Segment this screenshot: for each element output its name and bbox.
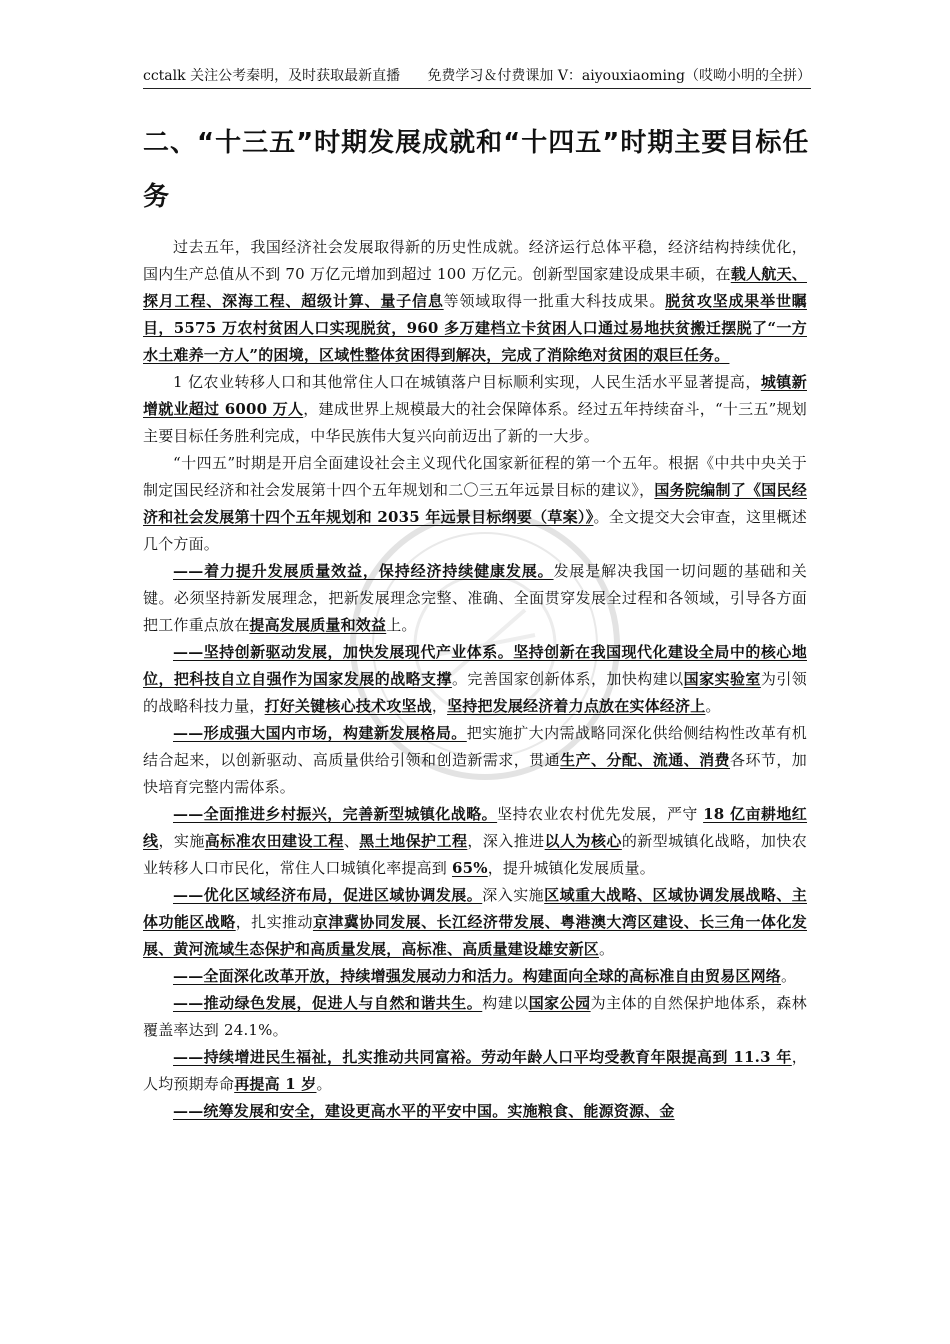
- highlight-economic-cycle: 生产、分配、流通、消费: [560, 751, 730, 769]
- highlight-farmland-project: 高标准农田建设工程: [204, 832, 344, 850]
- paragraph-urbanization: [143, 369, 807, 450]
- text-run: 。完善国家创新体系，加快构建以: [451, 670, 684, 688]
- page-header: [143, 64, 811, 89]
- header-left-text: cctalk 关注公考秦明，及时获取最新直播: [143, 68, 401, 84]
- text-run: 。: [781, 967, 797, 985]
- text-run: 、: [343, 832, 360, 850]
- highlight-employment: 城镇新增就业超过 6000 万人: [143, 373, 807, 418]
- section-title: 二、“十三五”时期发展成就和“十四五”时期主要目标任务: [143, 128, 810, 212]
- text-run: 构建以: [482, 994, 529, 1012]
- paragraph-security: [143, 1098, 807, 1125]
- text-run: 坚持农业农村优先发展，严守: [497, 805, 704, 823]
- highlight-urbanization-rate: 65%: [451, 859, 488, 877]
- text-run: 各环节，加快培育完整内需体系。: [143, 751, 807, 796]
- highlight-national-lab: 国家实验室: [683, 670, 761, 688]
- text-run: ，深入推进: [467, 832, 545, 850]
- highlight-tech-achievements: 载人航天、探月工程、深海工程、超级计算、量子信息: [143, 265, 807, 310]
- highlight-poverty-alleviation: 脱贫攻坚成果举世瞩目，5575 万农村贫困人口实现脱贫，960 多万建档立卡贫困人口通过易地扶贫搬迁摆脱了“一方水土难养一方人”的困境，区域性整体贫困得到解决，完成了消除绝对贫困的艰巨任务。: [143, 292, 807, 364]
- paragraph-innovation: [143, 639, 807, 720]
- task-heading: ——着力提升发展质量效益，保持经济持续健康发展。: [173, 562, 554, 580]
- text-run: 为引领的战略科技力量，: [143, 670, 807, 715]
- text-run: 过去五年，我国经济社会发展取得新的历史性成就。经济运行总体平稳，经济结构持续优化，国内生产总值从不到 70 万亿元增加到超过 100 万亿元。创新型国家建设成果丰硕，在: [143, 238, 807, 283]
- paragraph-quality-development: [143, 558, 807, 639]
- highlight-core-tech: 打好关键核心技术攻坚战: [264, 697, 432, 715]
- task-heading: ——坚持创新驱动发展，加快发展现代产业体系。坚持创新在我国现代化建设全局中的核心地位，把科技自立自强作为国家发展的战略支撑: [143, 643, 807, 688]
- task-heading: ——持续增进民生福祉，扎实推动共同富裕。劳动年龄人口平均受教育年限提高到 11.3 年: [173, 1048, 792, 1066]
- text-run: 。: [599, 940, 615, 958]
- text-run: ，: [431, 697, 448, 715]
- task-heading: ——统筹发展和安全，建设更高水平的平安中国。实施粮食、能源资源、金: [173, 1102, 675, 1120]
- task-heading: ——全面深化改革开放，持续增强发展动力和活力。构建面向全球的高标准自由贸易区网络: [173, 967, 782, 985]
- task-heading: ——全面推进乡村振兴，完善新型城镇化战略。: [173, 805, 498, 823]
- text-run: 。: [316, 1075, 332, 1093]
- text-run: ，提升城镇化发展质量。: [487, 859, 655, 877]
- text-run: 1 亿农业转移人口和其他常住人口在城镇落户目标顺利实现，人民生活水平显著提高，: [173, 373, 761, 391]
- paragraph-rural-revitalization: [143, 801, 807, 882]
- text-run: ，人均预期寿命: [143, 1048, 807, 1093]
- text-run: 。: [705, 697, 721, 715]
- paragraph-domestic-market: [143, 720, 807, 801]
- highlight-life-expectancy: 再提高 1 岁: [234, 1075, 317, 1093]
- highlight-people-centered: 以人为核心: [544, 832, 622, 850]
- text-run: ，建成世界上规模最大的社会保障体系。经过五年持续奋斗，“十三五”规划主要目标任务胜利完成，中华民族伟大复兴向前迈出了新的一大步。: [143, 400, 808, 445]
- text-run: 上。: [386, 616, 417, 634]
- text-run: 深入实施: [482, 886, 545, 904]
- highlight-regional-strategies: 区域重大战略、区域协调发展战略、主体功能区战略: [143, 886, 807, 931]
- highlight-quality: 提高发展质量和效益: [249, 616, 387, 634]
- text-run: 的新型城镇化战略，加快农业转移人口市民化，常住人口城镇化率提高到: [143, 832, 807, 877]
- header-right-text: 免费学习＆付费课加 V：aiyouxiaoming（哎呦小明的全拼）: [427, 68, 811, 84]
- highlight-farmland-redline: 18 亿亩耕地红线: [143, 805, 808, 850]
- text-run: 为主体的自然保护地体系，森林覆盖率达到 24.1%。: [143, 994, 807, 1039]
- document-body: [143, 234, 807, 1125]
- task-heading: ——推动绿色发展，促进人与自然和谐共生。: [173, 994, 483, 1012]
- highlight-regional-projects: 京津冀协同发展、长江经济带发展、粤港澳大湾区建设、长三角一体化发展、黄河流域生态保护和高质量发展，高标准、高质量建设雄安新区: [143, 913, 807, 958]
- task-heading: ——形成强大国内市场，构建新发展格局。: [173, 724, 467, 742]
- text-run: “十四五”时期是开启全面建设社会主义现代化国家新征程的第一个五年。根据《中共中央关于制定国民经济和社会发展第十四个五年规划和二〇三五年远景目标的建议》，: [143, 454, 807, 499]
- paragraph-regional-development: [143, 882, 807, 963]
- highlight-real-economy: 坚持把发展经济着力点放在实体经济上: [447, 697, 706, 715]
- paragraph-14th-plan-intro: [143, 450, 807, 558]
- text-run: 把实施扩大内需战略同深化供给侧结构性改革有机结合起来，以创新驱动、高质量供给引领和创造新需求，贯通: [143, 724, 807, 769]
- text-run: 等领域取得一批重大科技成果。: [443, 292, 666, 310]
- text-run: 。全文提交大会审查，这里概述几个方面。: [143, 508, 807, 553]
- text-run: 发展是解决我国一切问题的基础和关键。必须坚持新发展理念，把新发展理念完整、准确、全面贯穿发展全过程和各领域，引导各方面把工作重点放在: [143, 562, 807, 634]
- paragraph-reform-opening: [143, 963, 807, 990]
- highlight-plan-outline: 国务院编制了《国民经济和社会发展第十四个五年规划和 2035 年远景目标纲要（草案）》: [143, 481, 807, 526]
- task-heading: ——优化区域经济布局，促进区域协调发展。: [173, 886, 483, 904]
- text-run: ，实施: [158, 832, 205, 850]
- paragraph-achievements: [143, 234, 807, 369]
- highlight-national-park: 国家公园: [528, 994, 591, 1012]
- paragraph-livelihood: [143, 1044, 807, 1098]
- paragraph-green-development: [143, 990, 807, 1044]
- highlight-black-soil: 黑土地保护工程: [359, 832, 468, 850]
- text-run: ，扎实推动: [235, 913, 313, 931]
